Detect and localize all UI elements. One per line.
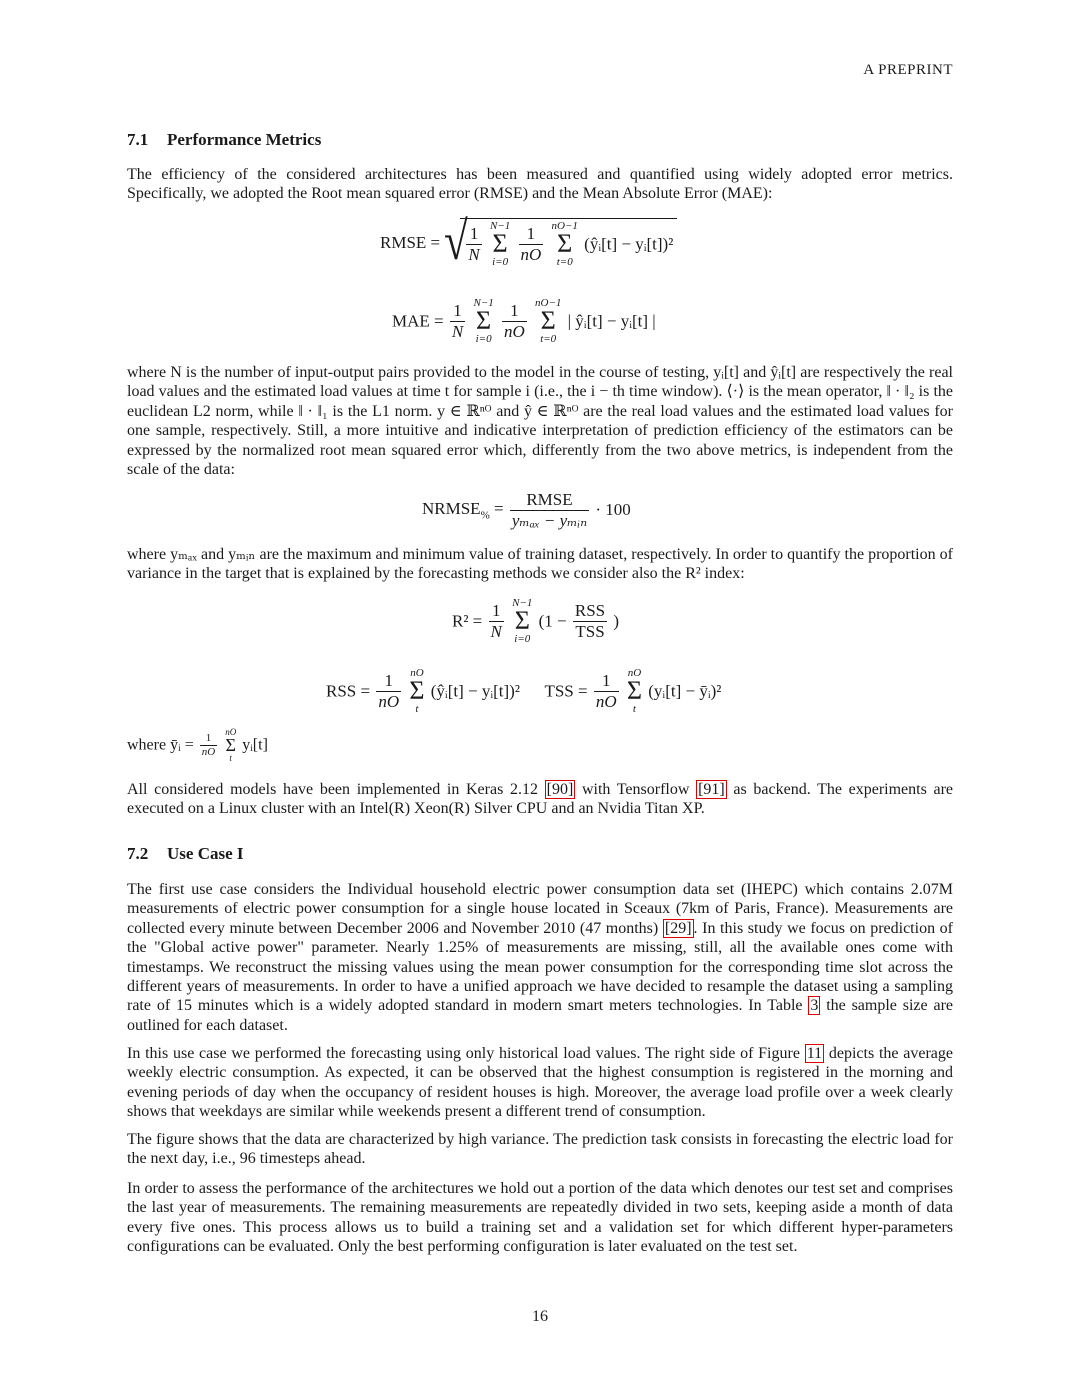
numerator: 1 — [594, 671, 619, 692]
summation — [535, 298, 561, 345]
section-heading-7-1 — [127, 130, 321, 150]
fraction — [573, 601, 607, 641]
equation-mae — [392, 298, 656, 345]
sum-upper: nO — [410, 667, 424, 679]
numerator: 1 — [200, 732, 217, 746]
sigma: Σ — [557, 229, 573, 258]
denominator: nO — [520, 244, 542, 264]
table-link-3[interactable]: 3 — [810, 997, 819, 1015]
mae-term: | ŷᵢ[t] − yᵢ[t] | — [567, 311, 656, 331]
running-header: A PREPRINT — [863, 62, 953, 78]
sum-upper: N−1 — [489, 220, 511, 232]
rss-label: RSS = — [326, 681, 371, 701]
r2-term-close: ) — [613, 611, 620, 631]
denominator: nO — [595, 691, 617, 711]
paragraph-forecasting — [127, 1044, 953, 1122]
equation-rss-tss — [326, 668, 721, 715]
denominator: yₘₐₓ − yₘᵢₙ — [511, 510, 588, 530]
paragraph-metrics-intro: The efficiency of the considered architectures has been measured and quantified using widely adopted error metrics. Specifically, we adopted the Root mean squared error (RMSE) and the Mean Absolute Error (MAE): — [127, 166, 953, 203]
summation — [627, 668, 642, 715]
summation — [512, 598, 532, 645]
sigma: Σ — [476, 306, 492, 335]
fraction — [502, 301, 527, 341]
sigma: Σ — [492, 229, 508, 258]
paragraph-variance: The figure shows that the data are characterized by high variance. The prediction task consists in forecasting the electric load for the next day, i.e., 96 timesteps ahead. — [127, 1131, 953, 1168]
sigma: Σ — [540, 306, 556, 335]
mae-label: MAE = — [392, 311, 444, 331]
section-title: Use Case I — [167, 844, 244, 863]
text: The first use case considers the Individual household electric power consumption data set (IHEPC) which contains 2.07M measurements of electric power consumption for a single house located in Sceaux (7km of Paris, France). Measurements are collected every minute between December 2006 and November 2010 (47 months) — [127, 881, 953, 937]
paragraph-use-case-dataset — [127, 880, 953, 1035]
nrmse-tail: · 100 — [595, 500, 631, 520]
numerator: 1 — [519, 224, 544, 245]
rmse-term: (ŷᵢ[t] − yᵢ[t])² — [584, 234, 674, 254]
paragraph-r2-intro: where yₘₐₓ and yₘᵢₙ are the maximum and minimum value of training dataset, respectively. In order to quantify the proportion of variance in the target that is explained by the forecasting methods we consider also the R² index: — [127, 546, 953, 583]
fraction — [510, 490, 589, 530]
fraction — [200, 732, 217, 758]
paragraph-metric-definitions: where N is the number of input-output pairs provided to the model in the course of testing, yᵢ[t] and ŷᵢ[t] are respectively the real load values and the estimated load values at time t for sample i (i.e., the i − th time window). ⟨·⟩ is the mean operator, ‖ · ‖₂ is the euclidean L2 norm, while ‖ · ‖₁ is the L1 norm. y ∈ ℝⁿᴼ and ŷ ∈ ℝⁿᴼ are the real load values and the estimated load values for one sample, respectively. Still, a more intuitive and indicative interpretation of prediction efficiency of the estimators can be expressed by the normalized root mean squared error which, differently from the two above metrics, is independent from the scale of the data: — [127, 364, 953, 479]
numerator: RMSE — [510, 490, 589, 511]
text: . In this study we focus on prediction of the "Global active power" parameter. Nearly 1.25% of measurements are missing, still, all the available ones come with timestamps. We reconstruct the missing values using the mean power consumption for the corresponding time slot across the different years of measurements. In order to have a unified approach we have decided to resample the dataset using a sampling rate of 15 minutes which is a widely adopted standard in modern smart meters technologies. In Table — [127, 919, 954, 1015]
fraction — [376, 671, 401, 711]
denominator: nO — [201, 746, 216, 759]
page-number: 16 — [532, 1308, 548, 1325]
sum-upper: nO−1 — [551, 220, 578, 232]
fraction — [489, 601, 504, 641]
summation — [225, 728, 236, 763]
sum-lower: t — [229, 753, 232, 764]
numerator: 1 — [489, 601, 504, 622]
sigma: Σ — [514, 606, 530, 635]
rss-term: (ŷᵢ[t] − yᵢ[t])² — [430, 681, 520, 701]
ybar-prefix: where ȳᵢ = — [127, 736, 194, 754]
numerator: 1 — [450, 301, 465, 322]
denominator: nO — [503, 321, 525, 341]
equation-ybar — [127, 728, 268, 763]
numerator: 1 — [376, 671, 401, 692]
denominator: N — [468, 244, 480, 264]
text: with Tensorflow — [575, 781, 697, 798]
fraction — [519, 224, 544, 264]
sum-upper: N−1 — [512, 597, 533, 609]
radical-sign: √ — [444, 211, 469, 271]
text: the sample size are outlined for each dataset. — [127, 997, 953, 1034]
sigma: Σ — [225, 735, 236, 755]
denominator: N — [490, 621, 502, 641]
text: as backend. The experiments are executed on a Linux cluster with an Intel(R) Xeon(R) Silver CPU and an Nvidia Titan XP. — [127, 781, 954, 818]
ybar-term: yᵢ[t] — [242, 736, 268, 754]
text: All considered models have been implemented in Keras 2.12 — [127, 781, 545, 798]
fraction — [450, 301, 465, 341]
sum-upper: nO — [225, 727, 237, 737]
paragraph-test-set: In order to assess the performance of the architectures we hold out a portion of the data which denotes our test set and comprises the last year of measurements. The remaining measurements are repeatedly divided in two sets, keeping aside a month of data every five ones. This process allows us to build a training set and a validation set for which different hyper-parameters configurations can be evaluated. Only the best performing configuration is later evaluated on the test set. — [127, 1180, 953, 1256]
numerator: RSS — [574, 601, 606, 621]
summation — [552, 221, 578, 268]
summation — [409, 668, 424, 715]
nrmse-label: $NRMSE_{\%}$ = — [422, 498, 504, 522]
sigma: Σ — [626, 676, 642, 705]
sum-lower: i=0 — [492, 255, 509, 268]
sum-lower: t — [632, 702, 636, 715]
citation-link-91[interactable]: [91] — [698, 781, 725, 798]
fraction — [466, 224, 481, 264]
numerator: 1 — [502, 301, 527, 322]
sum-lower: t — [415, 702, 419, 715]
r2-label: R² = — [452, 611, 483, 631]
section-heading-7-2 — [127, 844, 244, 864]
summation — [473, 298, 493, 345]
sqrt-body — [460, 218, 677, 268]
section-number: 7.2 — [127, 844, 149, 863]
tss-label: TSS = — [544, 681, 588, 701]
citation-link-90[interactable]: [90] — [546, 781, 574, 798]
sum-lower: t=0 — [540, 332, 557, 345]
section-number: 7.1 — [127, 130, 149, 149]
text: depicts the average weekly electric consumption. As expected, it can be observed that the highest consumption is registered in the morning and evening periods of day when the occupancy of resident houses is high. Moreover, the average load profile over a week clearly shows that weekdays are similar while weekends present a different trend of consumption. — [127, 1045, 953, 1121]
sum-lower: i=0 — [514, 632, 531, 645]
equation-rmse — [380, 211, 677, 271]
sum-upper: N−1 — [473, 297, 494, 309]
denominator: N — [451, 321, 464, 341]
denominator: nO — [378, 691, 400, 711]
sigma: Σ — [409, 676, 425, 705]
equation-r2 — [452, 598, 619, 645]
fraction — [594, 671, 619, 711]
citation-link-29[interactable]: [29] — [664, 919, 692, 937]
nrmse-text: NRMSE — [422, 498, 481, 518]
tss-term: (yᵢ[t] − ȳᵢ)² — [648, 681, 722, 701]
nrmse-subscript: % — [480, 509, 490, 522]
summation — [490, 221, 510, 268]
paragraph-implementation — [127, 780, 953, 819]
sum-upper: nO−1 — [535, 297, 562, 309]
rmse-label: RMSE = — [380, 232, 441, 252]
equation-nrmse — [422, 490, 631, 530]
r2-term-open: (1 − — [538, 611, 567, 631]
figure-link-11[interactable]: 11 — [806, 1045, 823, 1062]
text: In this use case we performed the forecasting using only historical load values. The right side of Figure — [127, 1045, 805, 1062]
sum-lower: i=0 — [475, 332, 492, 345]
sqrt — [444, 211, 677, 271]
sum-lower: t=0 — [556, 255, 573, 268]
sum-upper: nO — [627, 667, 642, 679]
numerator: 1 — [466, 224, 481, 245]
denominator: TSS — [575, 621, 605, 641]
section-title: Performance Metrics — [167, 130, 322, 149]
